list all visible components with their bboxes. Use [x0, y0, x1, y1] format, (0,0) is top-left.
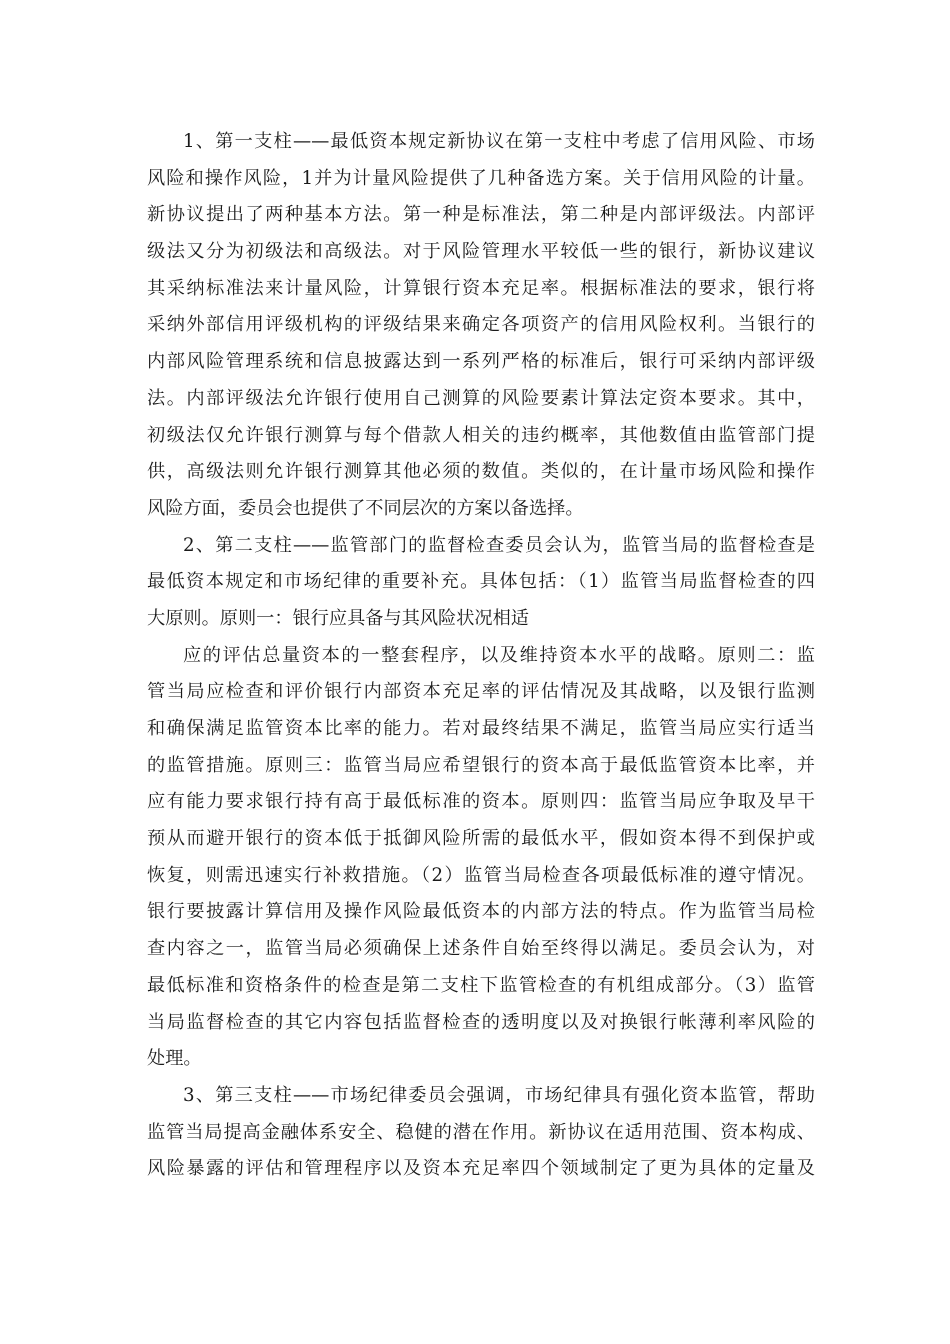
text-line: 风险暴露的评估和管理程序以及资本充足率四个领域制定了更为具体的定量及 — [147, 1158, 815, 1180]
text-line: 新协议提出了两种基本方法。第一种是标准法，第二种是内部评级法。内部评 — [147, 204, 815, 226]
text-line: 初级法仅允许银行测算与每个借款人相关的违约概率，其他数值由监管部门提 — [147, 424, 815, 446]
text-line: 恢复，则需迅速实行补救措施。（2）监管当局检查各项最低标准的遵守情况。 — [147, 864, 815, 886]
text-line: 最低资本规定和市场纪律的重要补充。具体包括：（1）监管当局监督检查的四 — [147, 571, 815, 593]
text-line: 查内容之一，监管当局必须确保上述条件自始至终得以满足。委员会认为，对 — [147, 938, 815, 960]
text-line: 2、第二支柱——监管部门的监督检查委员会认为，监管当局的监督检查是 — [183, 534, 815, 556]
text-line: 1、第一支柱——最低资本规定新协议在第一支柱中考虑了信用风险、市场 — [183, 131, 815, 152]
text-line: 风险和操作风险，1并为计量风险提供了几种备选方案。关于信用风险的计量。 — [147, 167, 815, 189]
text-line: 和确保满足监管资本比率的能力。若对最终结果不满足，监管当局应实行适当 — [147, 718, 815, 739]
text-line: 应有能力要求银行持有高于最低标准的资本。原则四：监管当局应争取及早干 — [147, 791, 815, 813]
paragraph-pillar-two — [147, 528, 815, 638]
text-line: 监管当局提高金融体系安全、稳健的潜在作用。新协议在适用范围、资本构成、 — [147, 1121, 815, 1143]
text-line: 应的评估总量资本的一整套程序，以及维持资本水平的战略。原则二：监 — [183, 644, 815, 666]
text-line: 采纳外部信用评级机构的评级结果来确定各项资产的信用风险权利。当银行的 — [147, 314, 815, 336]
text-line: 供，高级法则允许银行测算其他必须的数值。类似的，在计量市场风险和操作 — [147, 461, 815, 483]
text-line: 大原则。原则一：银行应具备与其风险状况相适 — [147, 607, 529, 629]
text-line: 当局监督检查的其它内容包括监督检查的透明度以及对换银行帐薄利率风险的 — [147, 1011, 815, 1033]
text-line: 银行要披露计算信用及操作风险最低资本的内部方法的特点。作为监管当局检 — [147, 901, 815, 923]
text-line: 3、第三支柱——市场纪律委员会强调，市场纪律具有强化资本监管，帮助 — [183, 1084, 815, 1106]
text-line: 处理。 — [147, 1048, 202, 1070]
text-line: 级法又分为初级法和高级法。对于风险管理水平较低一些的银行，新协议建议 — [147, 241, 815, 263]
text-line: 的监管措施。原则三：监管当局应希望银行的资本高于最低监管资本比率，并 — [147, 754, 815, 776]
paragraph-pillar-two-principles — [147, 638, 815, 1078]
paragraph-pillar-one — [147, 124, 815, 528]
document-body — [147, 124, 815, 1188]
text-line: 管当局应检查和评价银行内部资本充足率的评估情况及其战略，以及银行监测 — [147, 681, 815, 703]
text-line: 最低标准和资格条件的检查是第二支柱下监管检查的有机组成部分。（3）监管 — [147, 974, 815, 996]
text-line: 风险方面，委员会也提供了不同层次的方案以备选择。 — [147, 497, 584, 519]
text-line: 预从而避开银行的资本低于抵御风险所需的最低水平，假如资本得不到保护或 — [147, 828, 815, 850]
text-line: 内部风险管理系统和信息披露达到一系列严格的标准后，银行可采纳内部评级 — [147, 351, 815, 373]
text-line: 法。内部评级法允许银行使用自己测算的风险要素计算法定资本要求。其中， — [147, 387, 815, 409]
text-line: 其采纳标准法来计量风险，计算银行资本充足率。根据标准法的要求，银行将 — [147, 277, 815, 299]
paragraph-pillar-three — [147, 1078, 815, 1188]
